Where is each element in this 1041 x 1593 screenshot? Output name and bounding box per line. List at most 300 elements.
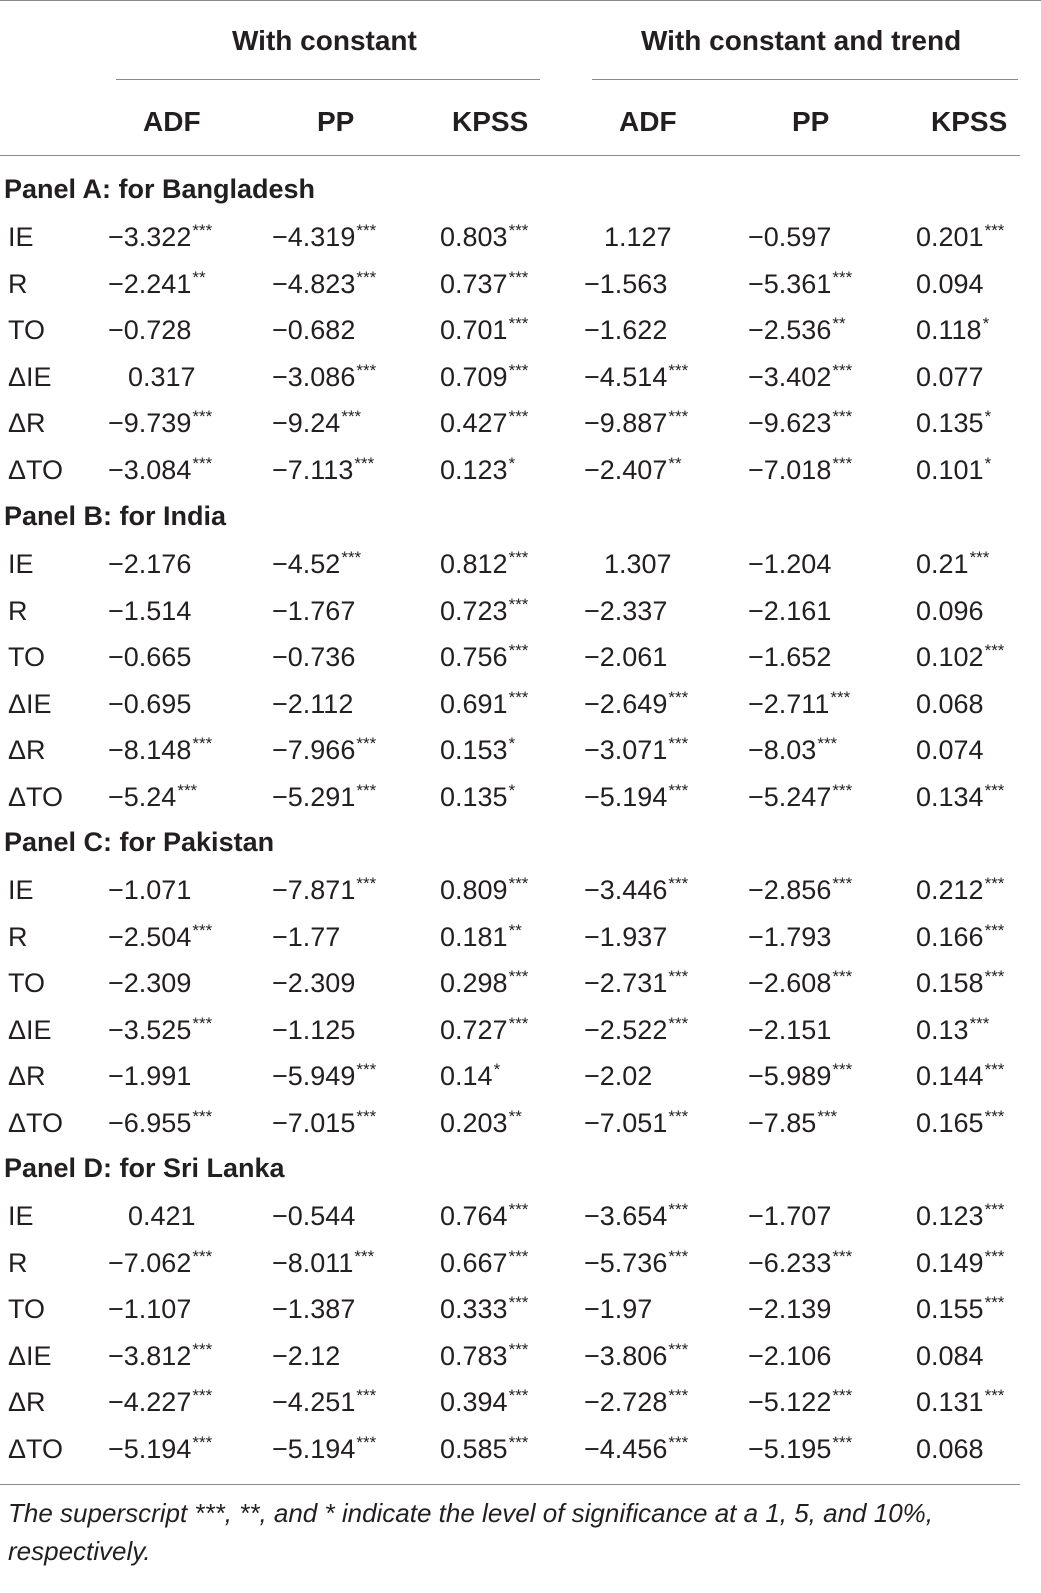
table-cell: [440, 641, 529, 672]
table-cell: [916, 1436, 984, 1463]
table-cell: [916, 641, 1005, 672]
cell-value: −5.122: [748, 1387, 832, 1417]
cell-value: −3.322: [108, 222, 192, 252]
table-cell: [272, 970, 355, 997]
significance-marker: ***: [356, 268, 377, 287]
table-cell: [916, 1386, 1005, 1417]
significance-marker: ***: [668, 1107, 689, 1126]
significance-marker: ***: [177, 781, 198, 800]
row-label: ΔTO: [8, 782, 64, 812]
significance-marker: ***: [508, 407, 529, 426]
significance-marker: ***: [969, 548, 990, 567]
cell-value: 0.134: [916, 782, 984, 812]
table-cell: [584, 967, 689, 998]
table-cell: [108, 921, 213, 952]
cell-value: −3.806: [584, 1341, 668, 1371]
cell-value: −5.194: [272, 1434, 356, 1464]
cell-value: −1.622: [584, 315, 668, 345]
table-cell: [748, 314, 846, 345]
significance-marker: **: [508, 1107, 522, 1126]
table-cell: [272, 1107, 377, 1138]
significance-marker: ***: [508, 688, 529, 707]
cell-value: −3.812: [108, 1341, 192, 1371]
row-label: ΔIE: [8, 1015, 52, 1045]
cell-value: −4.251: [272, 1387, 356, 1417]
table-cell: [748, 1343, 831, 1370]
table-cell: [440, 781, 516, 812]
cell-value: −3.084: [108, 455, 192, 485]
cell-value: 0.131: [916, 1387, 984, 1417]
cell-value: −3.446: [584, 875, 668, 905]
cell-value: −7.966: [272, 735, 356, 765]
table-cell: [584, 1386, 689, 1417]
cell-value: −5.949: [272, 1061, 356, 1091]
table-cell: [584, 271, 667, 298]
cell-value: 0.102: [916, 642, 984, 672]
cell-value: 0.203: [440, 1108, 508, 1138]
cell-value: −2.649: [584, 689, 668, 719]
cell-value: −2.522: [584, 1015, 668, 1045]
cell-value: −8.011: [272, 1248, 354, 1278]
significance-marker: ***: [508, 874, 529, 893]
significance-marker: *: [508, 454, 516, 473]
cell-value: 0.123: [916, 1201, 984, 1231]
significance-marker: ***: [192, 1386, 213, 1405]
table-cell: [108, 877, 191, 904]
cell-value: −5.736: [584, 1248, 668, 1278]
significance-marker: ***: [984, 1293, 1005, 1312]
table-cell: [440, 874, 529, 905]
table-cell: [440, 1247, 529, 1278]
cell-value: 0.333: [440, 1294, 508, 1324]
table-cell: [748, 1017, 831, 1044]
significance-marker: ***: [341, 548, 362, 567]
cell-value: 1.127: [604, 222, 672, 252]
cell-value: 0.812: [440, 549, 508, 579]
cell-value: −4.823: [272, 269, 356, 299]
cell-value: 0.123: [440, 455, 508, 485]
significance-marker: ***: [192, 1014, 213, 1033]
row-label: TO: [8, 315, 46, 345]
group-underline-constant: [116, 79, 540, 80]
cell-value: −2.139: [748, 1294, 832, 1324]
row-label: ΔR: [8, 735, 46, 765]
table-cell: [440, 967, 529, 998]
significance-marker: ***: [668, 361, 689, 380]
cell-value: −2.731: [584, 968, 668, 998]
significance-marker: ***: [830, 688, 851, 707]
table-cell: [108, 781, 198, 812]
cell-value: 0.155: [916, 1294, 984, 1324]
significance-marker: ***: [832, 1386, 853, 1405]
significance-marker: ***: [356, 1386, 377, 1405]
table-cell: [272, 221, 377, 252]
table-cell: [108, 1014, 213, 1045]
table-cell: [916, 1200, 1005, 1231]
cell-value: 0.074: [916, 735, 984, 765]
significance-marker: ***: [508, 1386, 529, 1405]
table-cell: [108, 1296, 191, 1323]
significance-marker: **: [508, 921, 522, 940]
group-underline-constant-trend: [592, 79, 1018, 80]
table-cell: [440, 1293, 529, 1324]
row-label: IE: [8, 549, 34, 579]
cell-value: −4.52: [272, 549, 341, 579]
table-cell: [916, 271, 984, 298]
cell-value: 0.737: [440, 269, 508, 299]
table-cell: [108, 598, 191, 625]
cell-value: 0.723: [440, 596, 508, 626]
cell-value: −3.654: [584, 1201, 668, 1231]
table-cell: [440, 688, 529, 719]
table-cell: [128, 364, 196, 391]
table-cell: [916, 407, 992, 438]
table-cell: [584, 1107, 689, 1138]
cell-value: −4.319: [272, 222, 356, 252]
table-cell: [108, 317, 191, 344]
cell-value: −7.113: [272, 455, 354, 485]
table-cell: [748, 924, 831, 951]
table-cell: [272, 781, 377, 812]
table-cell: [440, 407, 529, 438]
cell-value: −9.623: [748, 408, 832, 438]
cell-value: −2.151: [748, 1015, 832, 1045]
table-cell: [440, 1107, 522, 1138]
significance-marker: ***: [984, 781, 1005, 800]
significance-marker: *: [508, 734, 516, 753]
header-bottom-rule: [0, 155, 1020, 156]
cell-value: 1.307: [604, 549, 672, 579]
panel-title: Panel B: for India: [4, 501, 227, 531]
table-cell: [916, 314, 990, 345]
cell-value: −5.24: [108, 782, 177, 812]
cell-value: −7.85: [748, 1108, 817, 1138]
cell-value: −1.514: [108, 596, 192, 626]
row-label: R: [8, 1248, 28, 1278]
cell-value: 0.077: [916, 362, 984, 392]
cell-value: 0.118: [916, 315, 982, 345]
significance-marker: ***: [668, 781, 689, 800]
cell-value: 0.421: [128, 1201, 196, 1231]
cell-value: −2.02: [584, 1061, 653, 1091]
cell-value: −4.456: [584, 1434, 668, 1464]
cell-value: 0.149: [916, 1248, 984, 1278]
panel-title: Panel D: for Sri Lanka: [4, 1153, 285, 1183]
table-cell: [604, 551, 672, 578]
group-header-with-constant-and-trend: With constant and trend: [641, 25, 962, 56]
table-cell: [748, 1386, 853, 1417]
table-cell: [272, 1386, 377, 1417]
table-cell: [272, 317, 355, 344]
significance-marker: ***: [984, 1247, 1005, 1266]
table-cell: [916, 737, 984, 764]
table-cell: [440, 1200, 529, 1231]
row-label: ΔIE: [8, 689, 52, 719]
table-cell: [584, 1200, 689, 1231]
table-cell: [272, 361, 377, 392]
top-rule: [0, 0, 1041, 1]
table-cell: [584, 1247, 689, 1278]
cell-value: 0.068: [916, 689, 984, 719]
significance-marker: ***: [984, 1060, 1005, 1079]
cell-value: −6.233: [748, 1248, 832, 1278]
table-cell: [916, 781, 1005, 812]
cell-value: 0.165: [916, 1108, 984, 1138]
cell-value: 0.298: [440, 968, 508, 998]
table-cell: [128, 1203, 196, 1230]
cell-value: −2.12: [272, 1341, 341, 1371]
table-cell: [748, 598, 831, 625]
group-header-with-constant: With constant: [232, 25, 417, 56]
table-cell: [748, 224, 831, 251]
cell-value: 0.166: [916, 922, 984, 952]
significance-marker: ***: [192, 407, 213, 426]
significance-marker: *: [508, 781, 516, 800]
table-cell: [584, 1296, 652, 1323]
cell-value: −5.361: [748, 269, 832, 299]
cell-value: −2.728: [584, 1387, 668, 1417]
table-cell: [748, 967, 853, 998]
cell-value: −9.739: [108, 408, 192, 438]
cell-value: 0.809: [440, 875, 508, 905]
table-cell: [440, 1433, 529, 1464]
significance-marker: ***: [984, 1107, 1005, 1126]
cell-value: 0.14: [440, 1061, 493, 1091]
cell-value: −1.071: [108, 875, 192, 905]
table-cell: [272, 1433, 377, 1464]
table-cell: [108, 407, 213, 438]
significance-marker: ***: [832, 967, 853, 986]
table-cell: [440, 361, 529, 392]
significance-marker: ***: [832, 1060, 853, 1079]
cell-value: −1.77: [272, 922, 341, 952]
table-cell: [440, 1014, 529, 1045]
table-cell: [272, 1017, 355, 1044]
cell-value: 0.709: [440, 362, 508, 392]
cell-value: −2.407: [584, 455, 668, 485]
significance-marker: ***: [984, 921, 1005, 940]
significance-marker: ***: [508, 1014, 529, 1033]
cell-value: −7.018: [748, 455, 832, 485]
row-label: TO: [8, 642, 46, 672]
significance-marker: ***: [817, 734, 838, 753]
significance-marker: ***: [192, 1107, 213, 1126]
significance-marker: ***: [984, 1386, 1005, 1405]
cell-value: 0.691: [440, 689, 508, 719]
significance-marker: ***: [668, 967, 689, 986]
table-cell: [584, 1063, 652, 1090]
significance-marker: ***: [356, 361, 377, 380]
table-cell: [584, 407, 689, 438]
row-label: ΔIE: [8, 1341, 52, 1371]
significance-marker: ***: [984, 967, 1005, 986]
col-header-kpss: KPSS: [931, 106, 1008, 137]
col-header-adf: ADF: [143, 106, 201, 137]
table-cell: [272, 1203, 355, 1230]
significance-marker: ***: [508, 314, 529, 333]
cell-value: −1.204: [748, 549, 832, 579]
table-cell: [440, 734, 516, 765]
cell-value: −2.536: [748, 315, 832, 345]
panel-title: Panel A: for Bangladesh: [4, 174, 316, 204]
table-cell: [748, 874, 853, 905]
significance-marker: ***: [356, 221, 377, 240]
table-cell: [748, 1107, 838, 1138]
significance-marker: ***: [192, 921, 213, 940]
cell-value: 0.135: [440, 782, 508, 812]
cell-value: −7.015: [272, 1108, 356, 1138]
cell-value: −7.051: [584, 1108, 668, 1138]
table-cell: [108, 1247, 213, 1278]
significance-marker: ***: [508, 641, 529, 660]
col-header-pp: PP: [317, 106, 355, 137]
cell-value: 0.135: [916, 408, 984, 438]
table-cell: [916, 691, 984, 718]
table-cell: [272, 548, 362, 579]
cell-value: −0.544: [272, 1201, 356, 1231]
table-cell: [440, 1340, 529, 1371]
table-cell: [584, 1340, 689, 1371]
col-header-pp: PP: [792, 106, 830, 137]
table-cell: [748, 1296, 831, 1323]
significance-marker: ***: [984, 221, 1005, 240]
cell-value: −2.856: [748, 875, 832, 905]
bottom-rule: [0, 1484, 1020, 1485]
cell-value: −5.194: [584, 782, 668, 812]
significance-marker: ***: [817, 1107, 838, 1126]
cell-value: −2.608: [748, 968, 832, 998]
cell-value: −0.597: [748, 222, 832, 252]
significance-marker: ***: [192, 734, 213, 753]
table-cell: [272, 874, 377, 905]
significance-marker: ***: [832, 1433, 853, 1452]
cell-value: −8.03: [748, 735, 817, 765]
table-cell: [604, 224, 672, 251]
cell-value: 0.068: [916, 1434, 984, 1464]
row-label: R: [8, 596, 28, 626]
table-cell: [584, 598, 667, 625]
cell-value: 0.585: [440, 1434, 508, 1464]
cell-value: −7.062: [108, 1248, 192, 1278]
table-cell: [108, 1107, 213, 1138]
cell-value: −5.194: [108, 1434, 192, 1464]
row-label: TO: [8, 968, 46, 998]
significance-marker: **: [192, 268, 206, 287]
table-cell: [748, 268, 853, 299]
row-label: ΔR: [8, 1387, 46, 1417]
table-cell: [108, 551, 191, 578]
table-cell: [748, 361, 853, 392]
significance-marker: **: [668, 454, 682, 473]
cell-value: −1.767: [272, 596, 356, 626]
row-label: IE: [8, 875, 34, 905]
significance-marker: ***: [668, 1200, 689, 1219]
table-cell: [108, 268, 206, 299]
table-cell: [748, 1203, 831, 1230]
footnote: The superscript ***, **, and * indicate the level of significance at a 1, 5, and 10%, respectively.: [8, 1498, 933, 1566]
table-cell: [440, 548, 529, 579]
significance-marker: ***: [668, 1433, 689, 1452]
table-cell: [108, 970, 191, 997]
cell-value: −1.707: [748, 1201, 832, 1231]
cell-value: −9.24: [272, 408, 341, 438]
row-label: ΔTO: [8, 1108, 64, 1138]
cell-value: −3.086: [272, 362, 356, 392]
cell-value: −1.991: [108, 1061, 192, 1091]
cell-value: −2.309: [108, 968, 192, 998]
table-cell: [108, 644, 191, 671]
cell-value: −9.887: [584, 408, 668, 438]
row-label: IE: [8, 222, 34, 252]
cell-value: 0.101: [916, 455, 984, 485]
significance-marker: *: [493, 1060, 501, 1079]
table-cell: [584, 688, 689, 719]
significance-marker: ***: [508, 1200, 529, 1219]
cell-value: 0.158: [916, 968, 984, 998]
table-cell: [272, 454, 375, 485]
cell-value: −6.955: [108, 1108, 192, 1138]
col-header-kpss: KPSS: [452, 106, 529, 137]
panel-title: Panel C: for Pakistan: [4, 827, 275, 857]
row-label: ΔR: [8, 408, 46, 438]
row-label: ΔTO: [8, 455, 64, 485]
significance-marker: ***: [984, 1200, 1005, 1219]
significance-marker: ***: [508, 361, 529, 380]
cell-value: 0.21: [916, 549, 969, 579]
cell-value: 0.212: [916, 875, 984, 905]
significance-marker: ***: [354, 1247, 375, 1266]
cell-value: 0.667: [440, 1248, 508, 1278]
table-cell: [584, 924, 667, 951]
significance-marker: *: [984, 407, 992, 426]
cell-value: −5.247: [748, 782, 832, 812]
significance-marker: ***: [192, 221, 213, 240]
cell-value: 0.13: [916, 1015, 969, 1045]
significance-marker: ***: [508, 1433, 529, 1452]
table-cell: [272, 268, 377, 299]
cell-value: 0.764: [440, 1201, 508, 1231]
table-cell: [108, 221, 213, 252]
cell-value: −2.112: [272, 689, 354, 719]
table-cell: [916, 967, 1005, 998]
significance-marker: ***: [668, 1386, 689, 1405]
table-cell: [440, 595, 529, 626]
table-cell: [440, 268, 529, 299]
col-header-adf: ADF: [619, 106, 677, 137]
significance-marker: ***: [668, 407, 689, 426]
table-cell: [272, 1060, 377, 1091]
cell-value: −8.148: [108, 735, 192, 765]
cell-value: −0.665: [108, 642, 192, 672]
table-cell: [272, 1296, 355, 1323]
row-label: ΔTO: [8, 1434, 64, 1464]
table-cell: [584, 734, 689, 765]
cell-value: 0.701: [440, 315, 508, 345]
table-cell: [916, 921, 1005, 952]
cell-value: −3.071: [584, 735, 668, 765]
cell-value: −2.309: [272, 968, 356, 998]
table-cell: [748, 1060, 853, 1091]
table-cell: [748, 1433, 853, 1464]
cell-value: −0.728: [108, 315, 192, 345]
cell-value: 0.394: [440, 1387, 508, 1417]
significance-marker: ***: [508, 268, 529, 287]
cell-value: −5.195: [748, 1434, 832, 1464]
significance-marker: ***: [668, 734, 689, 753]
table-cell: [272, 407, 362, 438]
cell-value: −0.736: [272, 642, 356, 672]
significance-marker: ***: [832, 1247, 853, 1266]
